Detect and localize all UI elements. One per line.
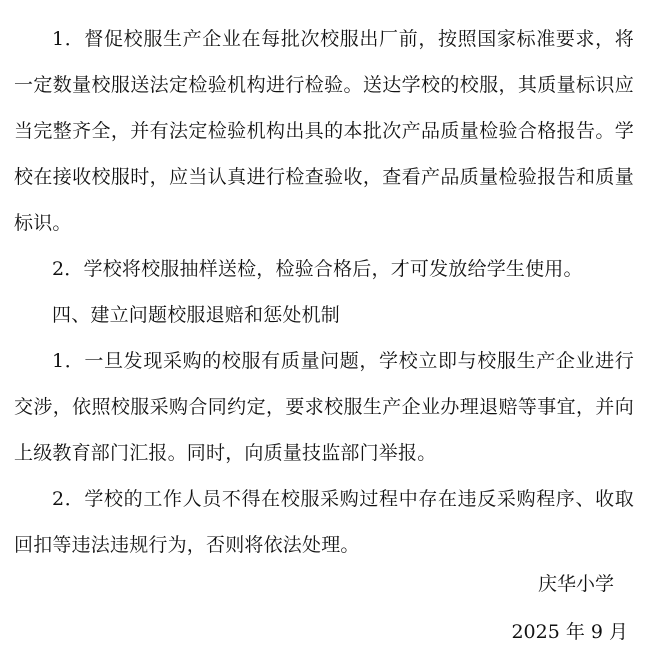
paragraph-staff-conduct: 2．学校的工作人员不得在校服采购过程中存在违反采购程序、收取回扣等违法违规行为，否则将依法处理。 bbox=[14, 488, 634, 556]
signature-date: 2025 年 9 月 bbox=[511, 621, 628, 643]
paragraph-quality-issue-handling: 1．一旦发现采购的校服有质量问题，学校立即与校服生产企业进行交涉，依照校服采购合同约定，要求校服生产企业办理退赔等事宜，并向上级教育部门汇报。同时，向质量技监部门举报。 bbox=[14, 350, 634, 464]
section-heading-four: 四、建立问题校服退赔和惩处机制 bbox=[52, 304, 341, 326]
paragraph-inspection-before-delivery: 1．督促校服生产企业在每批次校服出厂前，按照国家标准要求，将一定数量校服送法定检验机构进行检验。送达学校的校服，其质量标识应当完整齐全，并有法定检验机构出具的本批次产品质量检验合格报告。学校在接收校服时，应当认真进行检查验收，查看产品质量检验报告和质量标识。 bbox=[14, 28, 634, 234]
paragraph-sample-testing: 2．学校将校服抽样送检，检验合格后，才可发放给学生使用。 bbox=[52, 258, 583, 280]
signature-school-name: 庆华小学 bbox=[537, 573, 614, 595]
